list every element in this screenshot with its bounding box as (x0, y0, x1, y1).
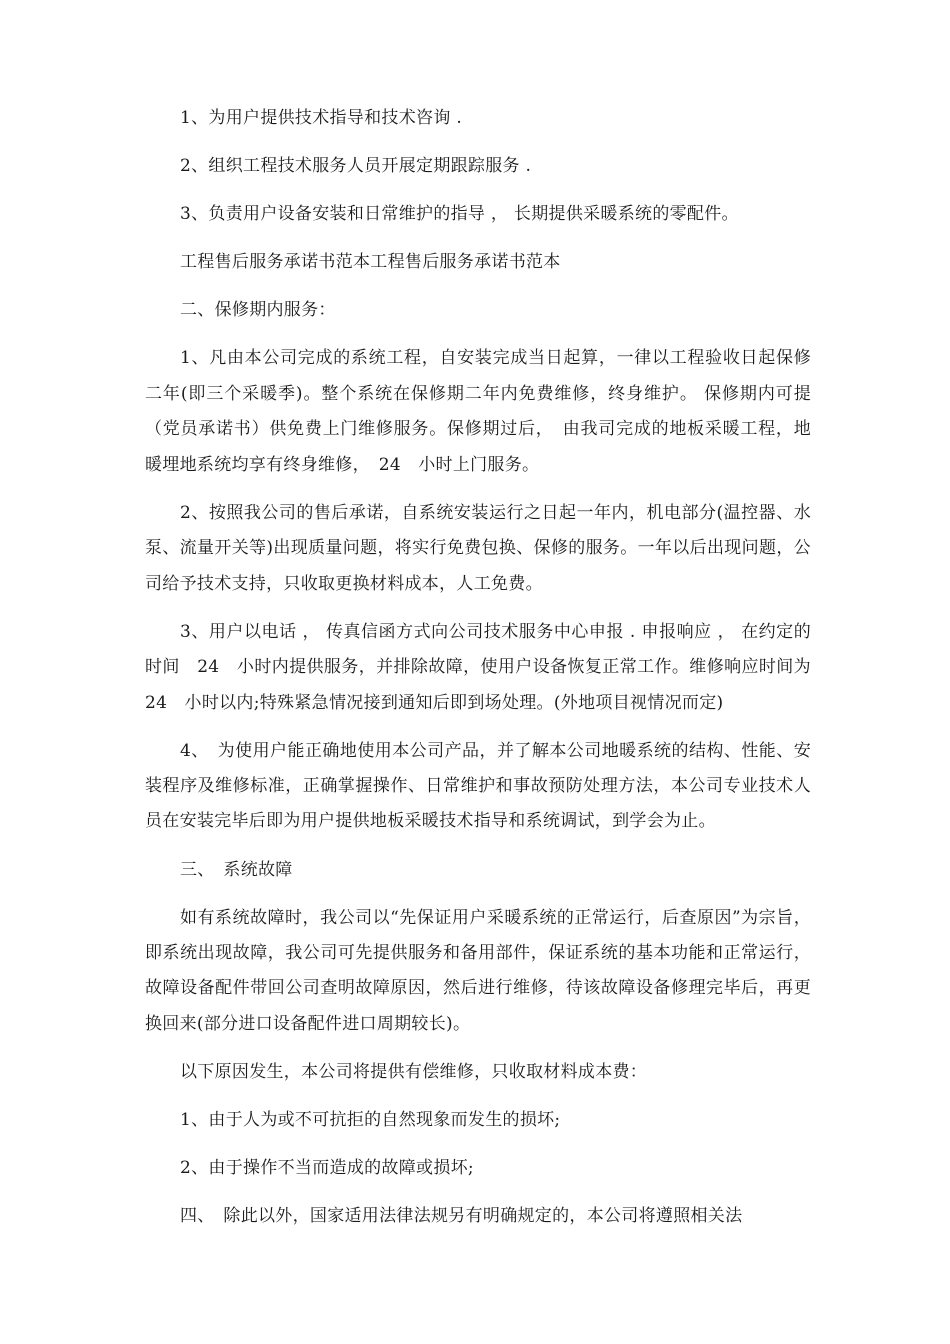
fault-policy-paragraph: 如有系统故障时，我公司以“先保证用户采暖系统的正常运行，后查原因”为宗旨，即系统出现故障，我公司可先提供服务和备用部件，保证系统的基本功能和正常运行，故障设备配件带回公司查明故障原因，然后进行维修，待该故障设备修理完毕后，再更换回来(部分进口设备配件进口周期较长)。 (145, 907, 811, 1034)
warranty-clause-3: 3、用户以电话 ， 传真信函方式向公司技术服务中心申报 . 申报响应 ， 在约定的时间 24 小时内提供服务，并排除故障，使用户设备恢复正常工作。维修响应时间为 24 小时以内;特殊紧急情况接到通知后即到场处理。(外地项目视情况而定) (145, 621, 829, 713)
paid-repair-item-2: 2、由于操作不当而造成的故障或损坏; (180, 1158, 474, 1179)
document-body (145, 101, 829, 1247)
section-heading-other: 四、 除此以外，国家适用法律法规另有明确规定的，本公司将遵照相关法 (180, 1206, 743, 1227)
warranty-clause-4: 4、 为使用户能正确地使用本公司产品，并了解本公司地暖系统的结构、性能、安装程序及维修标准，正确掌握操作、日常维护和事故预防处理方法，本公司专业技术人员在安装完毕后即为用户提供地板采暖技术指导和系统调试，到学会为止。 (145, 740, 811, 832)
warranty-clause-2: 2、按照我公司的售后承诺，自系统安装运行之日起一年内，机电部分(温控器、水泵、流量开关等)出现质量问题，将实行免费包换、保修的服务。一年以后出现问题，公司给予技术支持，只收取更换材料成本，人工免费。 (145, 502, 811, 594)
warranty-clause-1: 1、凡由本公司完成的系统工程，自安装完成当日起算，一律以工程验收日起保修二年(即三个采暖季)。整个系统在保修期二年内免费维修，终身维护。 保修期内可提（党员承诺书）供免费上门维修服务。保修期过后， 由我司完成的地板采暖工程，地暖埋地系统均享有终身维修， 24 小时上门服务。 (145, 348, 811, 475)
list-item-maintenance-guidance: 3、负责用户设备安装和日常维护的指导 ， 长期提供采暖系统的零配件。 (180, 204, 739, 225)
document-title-line: 工程售后服务承诺书范本工程售后服务承诺书范本 (180, 252, 561, 273)
paid-repair-intro: 以下原因发生，本公司将提供有偿维修，只收取材料成本费： (180, 1061, 648, 1082)
paid-repair-item-1: 1、由于人为或不可抗拒的自然现象而发生的损坏; (180, 1110, 561, 1130)
list-item-tech-guidance: 1、为用户提供技术指导和技术咨询 . (180, 108, 463, 128)
section-heading-warranty: 二、保修期内服务： (180, 300, 336, 321)
section-heading-system-fault: 三、 系统故障 (180, 859, 293, 880)
list-item-tracking-service: 2、组织工程技术服务人员开展定期跟踪服务 . (180, 156, 532, 177)
